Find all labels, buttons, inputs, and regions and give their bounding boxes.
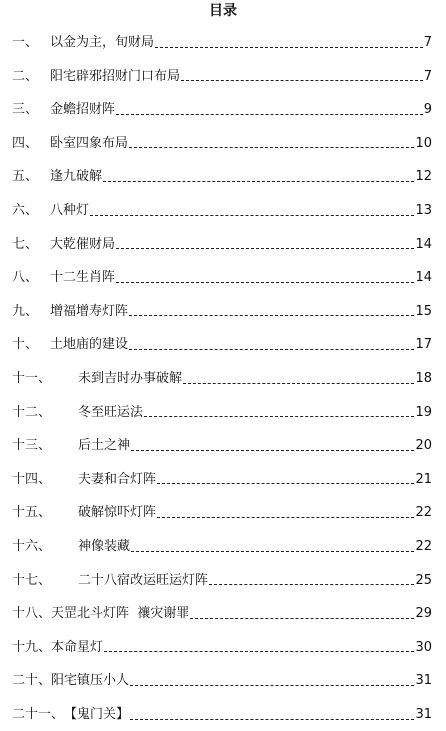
toc-entry-page-number: 7: [423, 68, 432, 84]
toc-entry-number: 五、: [12, 169, 39, 185]
toc-entry-title: 冬至旺运法: [78, 404, 144, 420]
toc-entry[interactable]: [12, 302, 432, 322]
dotted-leader: [131, 450, 414, 451]
toc-entry-number: 十五、: [12, 505, 52, 521]
toc-entry-number: 十八、: [12, 606, 52, 622]
toc-entry[interactable]: [12, 335, 432, 355]
dotted-leader: [209, 584, 414, 585]
toc-entry-page-number: 20: [415, 438, 432, 454]
toc-entry-number: 三、: [12, 102, 39, 118]
toc-entry-page-number: 12: [415, 169, 432, 185]
toc-entry-number: 十七、: [12, 572, 52, 588]
toc-title: 目录: [209, 3, 237, 19]
toc-entry[interactable]: [12, 100, 432, 120]
toc-entry-number: 二、: [12, 68, 39, 84]
dotted-leader: [129, 315, 414, 316]
toc-entry-title: 夫妻和合灯阵: [78, 471, 157, 487]
toc-entry-title: 以金为主，旬财局: [50, 35, 155, 50]
toc-entry-page-number: 21: [415, 471, 432, 487]
dotted-leader: [130, 719, 414, 720]
toc-entry-title: 阳宅辟邪招财门口布局: [50, 68, 181, 84]
dotted-leader: [157, 483, 414, 484]
toc-entry-number: 一、: [12, 35, 39, 50]
toc-entry-title: 天罡北斗灯阵 禳灾谢罪: [51, 606, 190, 622]
toc-entry-page-number: 31: [415, 707, 432, 722]
toc-entry-number: 十九、: [12, 639, 52, 655]
dotted-leader: [129, 349, 414, 350]
dotted-leader: [157, 517, 414, 518]
toc-entry-page-number: 9: [423, 102, 432, 118]
toc-entry[interactable]: [12, 268, 432, 288]
toc-entry-number: 十六、: [12, 539, 52, 554]
toc-entry-page-number: 19: [415, 404, 432, 420]
toc-entry-number: 二十一、: [12, 707, 65, 722]
toc-entry-title: 八种灯: [50, 203, 90, 218]
toc-entry-page-number: 13: [415, 203, 432, 218]
dotted-leader: [131, 551, 414, 552]
toc-entry-number: 十三、: [12, 438, 52, 454]
toc-entry-title: 本命星灯: [51, 639, 104, 655]
toc-entry-title: 大乾催财局: [50, 236, 116, 252]
toc-entry-number: 九、: [12, 303, 39, 319]
toc-entry-title: 未到吉时办事破解: [78, 371, 183, 386]
toc-entry[interactable]: [12, 167, 432, 187]
toc-entry-title: 【鬼门关】: [64, 707, 130, 722]
toc-entry[interactable]: [12, 638, 432, 658]
toc-entry[interactable]: [12, 33, 432, 53]
toc-entry-title: 阳宅镇压小人: [51, 673, 130, 689]
toc-entry-title: 破解惊吓灯阵: [78, 505, 157, 521]
toc-entry[interactable]: [12, 201, 432, 221]
toc-entry-number: 七、: [12, 236, 39, 252]
toc-entry-page-number: 15: [415, 303, 432, 319]
toc-entry-page-number: 14: [415, 270, 432, 286]
toc-entry-title: 十二生肖阵: [50, 270, 116, 286]
dotted-leader: [183, 383, 414, 384]
toc-entry-page-number: 22: [415, 539, 432, 554]
toc-entry-page-number: 17: [415, 337, 432, 353]
toc-entry-number: 十二、: [12, 404, 52, 420]
toc-entry-title: 土地庙的建设: [50, 337, 129, 353]
toc-entry[interactable]: [12, 604, 432, 624]
dotted-leader: [129, 147, 414, 148]
toc-entry-title: 增福增寿灯阵: [50, 303, 129, 319]
toc-entry[interactable]: [12, 470, 432, 490]
toc-entry-page-number: 31: [415, 673, 432, 689]
toc-entry-number: 十一、: [12, 371, 52, 386]
toc-entry[interactable]: [12, 571, 432, 591]
toc-entry[interactable]: [12, 705, 432, 725]
toc-entry-title: 后土之神: [78, 438, 131, 454]
dotted-leader: [144, 416, 414, 417]
dotted-leader: [130, 685, 414, 686]
toc-entry-title: 卧室四象布局: [50, 135, 129, 151]
dotted-leader: [103, 181, 414, 182]
toc-entry-title: 逢九破解: [50, 169, 103, 185]
toc-entry-page-number: 25: [415, 572, 432, 588]
toc-entry[interactable]: [12, 537, 432, 557]
dotted-leader: [116, 248, 414, 249]
toc-entry-number: 六、: [12, 203, 39, 218]
dotted-leader: [181, 80, 423, 81]
toc-entry[interactable]: [12, 235, 432, 255]
toc-entry[interactable]: [12, 403, 432, 423]
toc-entry-page-number: 10: [415, 135, 432, 151]
dotted-leader: [190, 618, 414, 619]
toc-entry-number: 十、: [12, 337, 39, 353]
toc-entry-number: 四、: [12, 135, 39, 151]
toc-entry-title: 金蟾招财阵: [50, 102, 116, 118]
toc-entry[interactable]: [12, 369, 432, 389]
toc-entry[interactable]: [12, 503, 432, 523]
dotted-leader: [116, 114, 423, 115]
toc-entry-page-number: 22: [415, 505, 432, 521]
toc-entry-page-number: 7: [423, 35, 432, 50]
toc-entry-title: 二十八宿改运旺运灯阵: [78, 572, 209, 588]
dotted-leader: [104, 651, 414, 652]
toc-entry-page-number: 14: [415, 236, 432, 252]
toc-entry-page-number: 29: [415, 606, 432, 622]
toc-entry-title: 神像装藏: [78, 539, 131, 554]
toc-entry[interactable]: [12, 436, 432, 456]
toc-entry-number: 二十、: [12, 673, 52, 689]
toc-entry-page-number: 30: [415, 639, 432, 655]
toc-entry-number: 十四、: [12, 471, 52, 487]
toc-entry[interactable]: [12, 671, 432, 691]
dotted-leader: [90, 215, 414, 216]
toc-entry-number: 八、: [12, 270, 39, 286]
toc-entry-page-number: 18: [415, 371, 432, 386]
toc-entry[interactable]: [12, 134, 432, 154]
dotted-leader: [116, 282, 414, 283]
dotted-leader: [155, 47, 423, 48]
toc-entry[interactable]: [12, 67, 432, 87]
